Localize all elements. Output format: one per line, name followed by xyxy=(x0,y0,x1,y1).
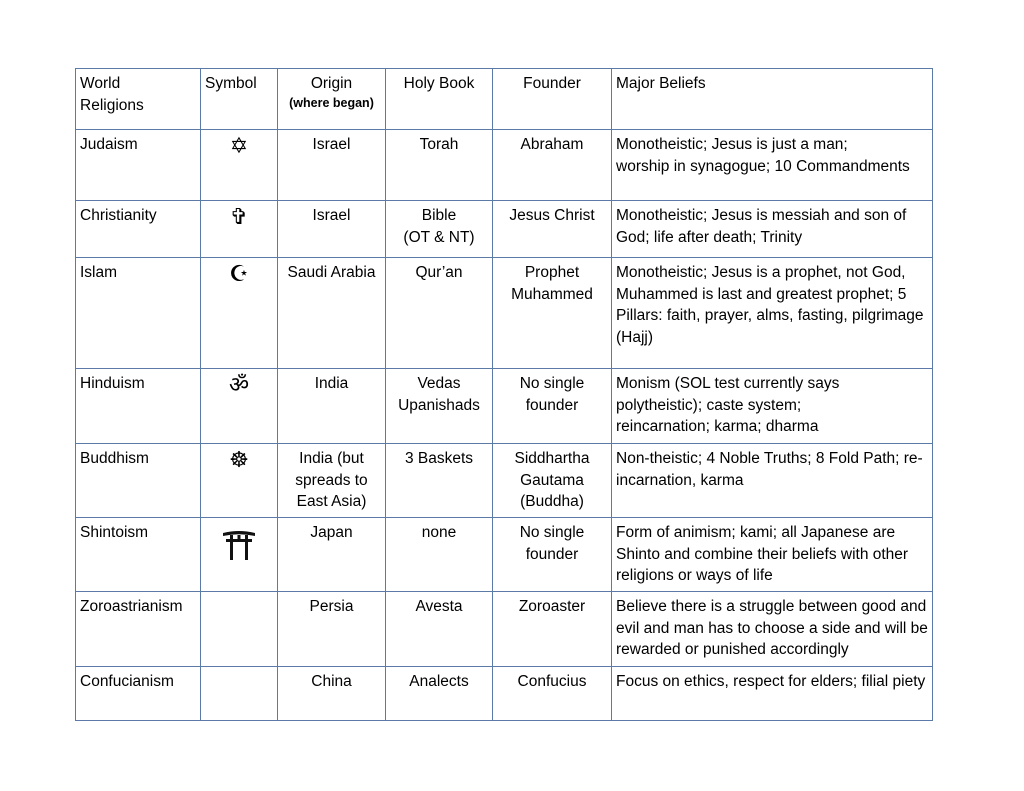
header-founder xyxy=(493,69,612,130)
origin-cell: India xyxy=(278,369,386,444)
origin-cell: China xyxy=(278,667,386,721)
religion-name: Confucianism xyxy=(76,667,201,721)
header-symbol-label: Symbol xyxy=(205,75,257,92)
origin-cell: Saudi Arabia xyxy=(278,258,386,369)
header-world-religions-label: World Religions xyxy=(80,75,144,114)
beliefs-cell: Monotheistic; Jesus is messiah and son of God; life after death; Trinity xyxy=(612,201,933,258)
dharma-wheel-icon: ☸ xyxy=(229,448,249,473)
beliefs-cell: Monism (SOL test currently says polytheistic); caste system; reincarnation; karma; dharma xyxy=(612,369,933,444)
founder-cell: Confucius xyxy=(493,667,612,721)
origin-cell: India (but spreads to East Asia) xyxy=(278,444,386,518)
founder-cell: Abraham xyxy=(493,130,612,201)
symbol-cell xyxy=(201,369,278,444)
crescent-star-icon: ☪ xyxy=(229,262,249,287)
origin-cell: Japan xyxy=(278,518,386,592)
symbol-cell xyxy=(201,258,278,369)
table-row xyxy=(76,667,933,721)
symbol-cell xyxy=(201,201,278,258)
table-row xyxy=(76,518,933,592)
world-religions-table xyxy=(75,68,933,721)
founder-cell: Siddhartha Gautama (Buddha) xyxy=(493,444,612,518)
table-row xyxy=(76,201,933,258)
holy-book-cell: Vedas Upanishads xyxy=(386,369,493,444)
symbol-cell xyxy=(201,667,278,721)
religion-name: Hinduism xyxy=(76,369,201,444)
table-row xyxy=(76,130,933,201)
founder-cell: No single founder xyxy=(493,518,612,592)
star-of-david-icon: ✡ xyxy=(229,134,249,159)
beliefs-cell: Focus on ethics, respect for elders; filial piety xyxy=(612,667,933,721)
symbol-cell xyxy=(201,130,278,201)
religion-name: Islam xyxy=(76,258,201,369)
symbol-cell xyxy=(201,444,278,518)
header-major-beliefs xyxy=(612,69,933,130)
beliefs-cell: Monotheistic; Jesus is just a man; worship in synagogue; 10 Commandments xyxy=(612,130,933,201)
symbol-cell xyxy=(201,518,278,592)
header-symbol xyxy=(201,69,278,130)
origin-cell: Israel xyxy=(278,130,386,201)
beliefs-cell: Believe there is a struggle between good and evil and man has to choose a side and will be rewarded or punished accordingly xyxy=(612,592,933,667)
torii-gate-icon xyxy=(222,530,256,560)
origin-cell: Israel xyxy=(278,201,386,258)
cross-icon: ✞ xyxy=(229,205,249,230)
religion-name: Shintoism xyxy=(76,518,201,592)
header-major-beliefs-label: Major Beliefs xyxy=(616,75,706,92)
religion-name: Buddhism xyxy=(76,444,201,518)
beliefs-cell: Non-theistic; 4 Noble Truths; 8 Fold Path; re- incarnation, karma xyxy=(612,444,933,518)
religion-name: Zoroastrianism xyxy=(76,592,201,667)
holy-book-cell: 3 Baskets xyxy=(386,444,493,518)
header-origin-label: Origin xyxy=(310,75,353,92)
table-row xyxy=(76,258,933,369)
table-row xyxy=(76,592,933,667)
table-row xyxy=(76,369,933,444)
holy-book-cell: Torah xyxy=(386,130,493,201)
header-world-religions xyxy=(76,69,201,130)
om-icon: ॐ xyxy=(228,373,250,398)
religion-name: Christianity xyxy=(76,201,201,258)
founder-cell: No single founder xyxy=(493,369,612,444)
holy-book-cell: none xyxy=(386,518,493,592)
symbol-cell xyxy=(201,592,278,667)
header-holy-book-label: Holy Book xyxy=(403,75,475,92)
holy-book-cell: Bible (OT & NT) xyxy=(386,201,493,258)
holy-book-cell: Qur’an xyxy=(386,258,493,369)
founder-cell: Jesus Christ xyxy=(493,201,612,258)
founder-cell: Prophet Muhammed xyxy=(493,258,612,369)
header-origin xyxy=(278,69,386,130)
beliefs-cell: Form of animism; kami; all Japanese are Shinto and combine their beliefs with other religions or ways of life xyxy=(612,518,933,592)
header-holy-book xyxy=(386,69,493,130)
holy-book-cell: Analects xyxy=(386,667,493,721)
founder-cell: Zoroaster xyxy=(493,592,612,667)
origin-cell: Persia xyxy=(278,592,386,667)
religion-name: Judaism xyxy=(76,130,201,201)
header-founder-label: Founder xyxy=(523,75,581,92)
beliefs-cell: Monotheistic; Jesus is a prophet, not God, Muhammed is last and greatest prophet; 5 Pillars: faith, prayer, alms, fasting, pilgrimage (Hajj) xyxy=(612,258,933,369)
table-row xyxy=(76,444,933,518)
header-row xyxy=(76,69,933,130)
holy-book-cell: Avesta xyxy=(386,592,493,667)
header-origin-sublabel: (where began) xyxy=(289,95,374,110)
